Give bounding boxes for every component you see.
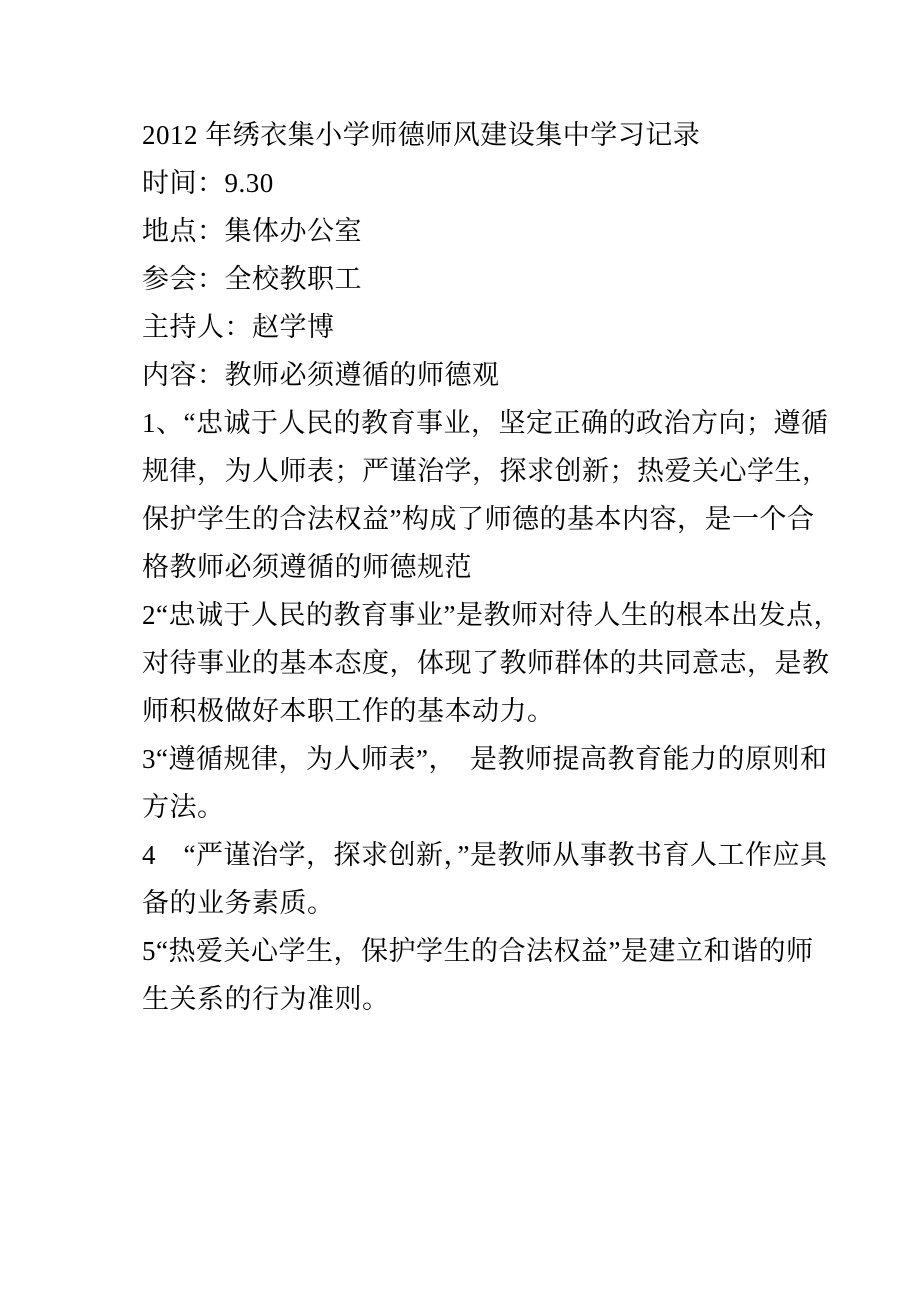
- point-1-line-2: 规律，为人师表；严谨治学，探求创新；热爱关心学生，: [142, 456, 830, 486]
- meta-location: 地点：集体办公室: [142, 216, 362, 246]
- point-4-line-2: 备的业务素质。: [142, 888, 335, 918]
- point-1: [142, 399, 832, 591]
- point-5-line-1: 5“热爱关心学生，保护学生的合法权益”是建立和谐的师: [142, 936, 814, 966]
- meta-topic: 内容：教师必须遵循的师德观: [142, 360, 500, 390]
- point-4: [142, 831, 832, 927]
- point-5: [142, 927, 832, 1023]
- point-2-line-3: 师积极做好本职工作的基本动力。: [142, 696, 555, 726]
- point-5-line-2: 生关系的行为准则。: [142, 984, 390, 1014]
- point-1-line-4: 格教师必须遵循的师德规范: [142, 552, 472, 582]
- point-2: [142, 591, 841, 735]
- document-body: [142, 111, 841, 1023]
- point-1-line-3: 保护学生的合法权益”构成了师德的基本内容，是一个合: [142, 504, 815, 534]
- document-title: 2012 年绣衣集小学师德师风建设集中学习记录: [142, 120, 701, 150]
- point-1-line-1: 1、“忠诚于人民的教育事业，坚定正确的政治方向；遵循: [142, 408, 829, 438]
- meta-section: [142, 159, 832, 399]
- meta-host: 主持人：赵学博: [142, 312, 335, 342]
- point-3-line-2: 方法。: [142, 792, 225, 822]
- meta-time: 时间：9.30: [142, 168, 274, 198]
- point-2-line-1: 2“忠诚于人民的教育事业”是教师对待人生的根本出发点，: [142, 600, 841, 630]
- point-2-line-2: 对待事业的基本态度，体现了教师群体的共同意志，是教: [142, 648, 830, 678]
- point-3: [142, 735, 832, 831]
- meta-attendees: 参会：全校教职工: [142, 264, 362, 294]
- point-4-line-1: 4 “严谨治学，探求创新，”是教师从事教书育人工作应具: [142, 840, 828, 870]
- point-3-line-1: 3“遵循规律，为人师表”， 是教师提高教育能力的原则和: [142, 744, 828, 774]
